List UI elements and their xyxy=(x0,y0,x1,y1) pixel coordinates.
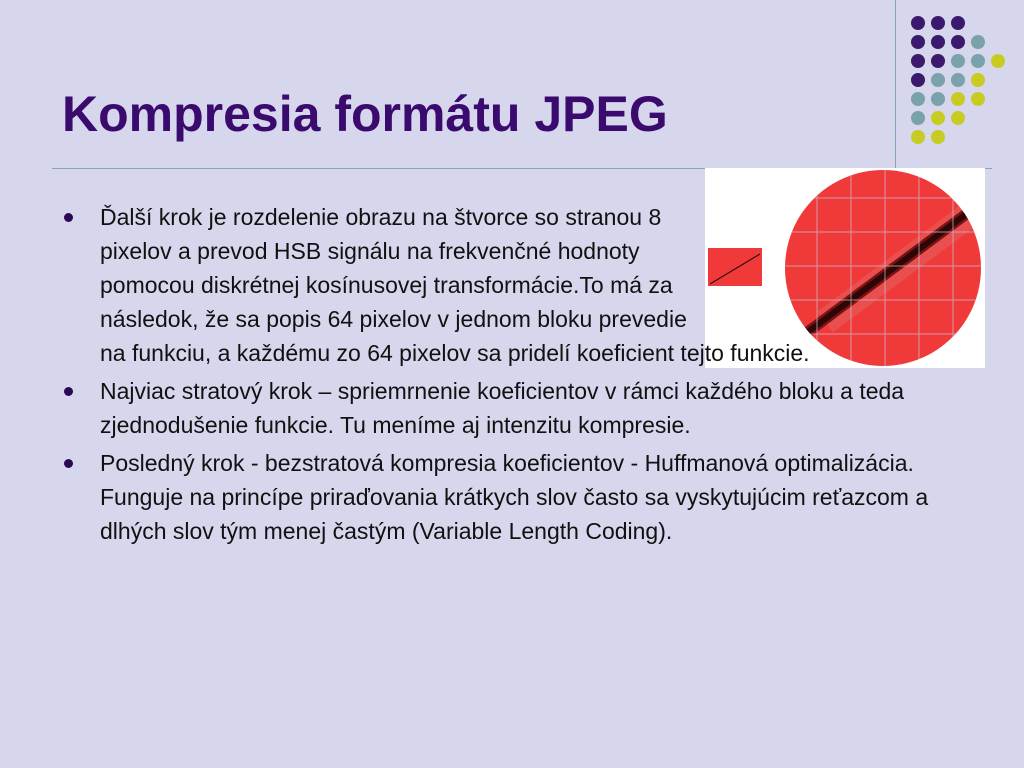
bullet-item xyxy=(0,374,1024,442)
dot xyxy=(911,130,925,144)
bullet-text: Najviac stratový krok – spriemrnenie koeficientov v rámci každého bloku a teda zjednodušenie funkcie. Tu meníme aj intenzitu kompresie. xyxy=(100,378,905,438)
dot xyxy=(951,16,965,30)
bullet-text: Posledný krok - bezstratová kompresia koeficientov - Huffmanová optimalizácia. Funguje na princípe priraďovania krátkych slov často sa vyskytujúcim reťazcom a dlhých slov tým menej častým (Variable Length Coding). xyxy=(100,450,929,544)
dot xyxy=(951,54,965,68)
dot xyxy=(971,35,985,49)
dot xyxy=(911,16,925,30)
vertical-divider xyxy=(895,0,896,168)
bullet-marker xyxy=(64,459,73,468)
bullet-item xyxy=(0,200,1024,370)
bullet-marker xyxy=(64,213,73,222)
bullet-marker xyxy=(64,387,73,396)
dot xyxy=(971,92,985,106)
dot xyxy=(931,111,945,125)
dot xyxy=(911,35,925,49)
bullet-text-wrapped: Ďalší krok je rozdelenie obrazu na štvorce so stranou 8 pixelov a prevod HSB signálu na frekvenčné hodnoty pomocou diskrétnej kosínusovej transformácie.To má za následok, že sa popis 64 pixelov v jednom bloku prevedie xyxy=(100,204,687,332)
bullet-list xyxy=(0,200,1024,552)
dot xyxy=(911,54,925,68)
dot xyxy=(951,111,965,125)
dot xyxy=(951,92,965,106)
bullet-item xyxy=(0,446,1024,548)
dot xyxy=(931,92,945,106)
dot xyxy=(971,73,985,87)
dot xyxy=(991,54,1005,68)
dot xyxy=(931,16,945,30)
dot xyxy=(931,54,945,68)
dot xyxy=(931,35,945,49)
bullet-text-tail: na funkciu, a každému zo 64 pixelov sa pridelí koeficient tejto funkcie. xyxy=(100,340,810,366)
dot xyxy=(911,111,925,125)
dot xyxy=(911,73,925,87)
dot xyxy=(971,54,985,68)
dot xyxy=(931,73,945,87)
dot xyxy=(951,73,965,87)
slide-title: Kompresia formátu JPEG xyxy=(62,86,668,142)
dot xyxy=(951,35,965,49)
dot xyxy=(911,92,925,106)
dot xyxy=(931,130,945,144)
